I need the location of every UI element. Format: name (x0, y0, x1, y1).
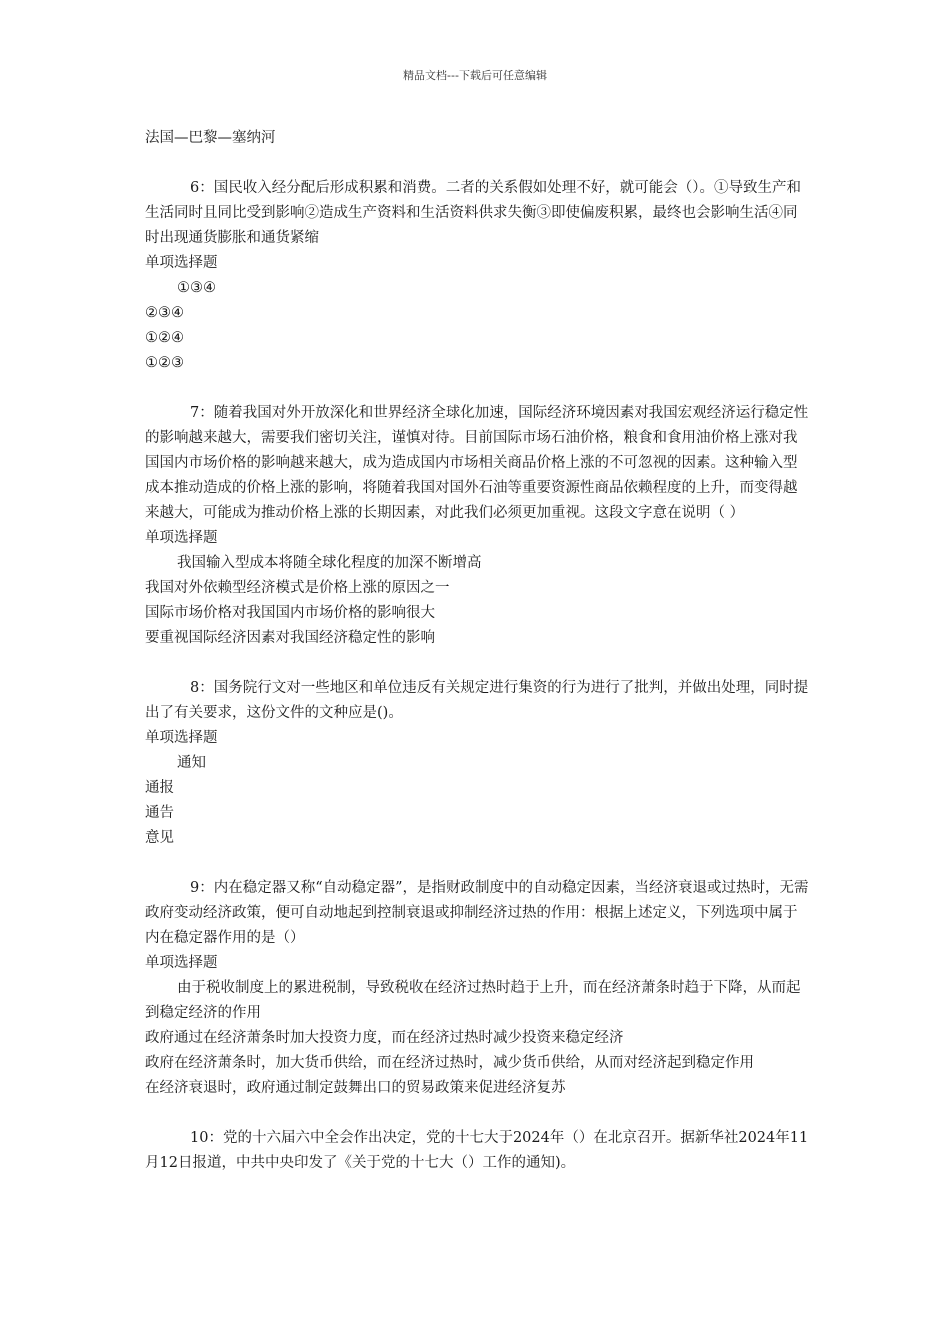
option-d[interactable]: 要重视国际经济因素对我国经济稳定性的影响 (145, 630, 435, 646)
intro-line: 法国—巴黎—塞纳河 (145, 130, 276, 146)
question-8 (145, 676, 810, 851)
question-type: 单项选择题 (145, 255, 218, 271)
option-d[interactable]: 意见 (145, 830, 174, 846)
option-b[interactable]: ②③④ (145, 305, 184, 321)
option-b[interactable]: 通报 (145, 780, 174, 796)
option-a[interactable]: 由于税收制度上的累进税制，导致税收在经济过热时趋于上升，而在经济萧条时趋于下降，从而起到稳定经济的作用 (145, 980, 801, 1021)
question-stem: 10：党的十六届六中全会作出决定，党的十七大于2024年（）在北京召开。据新华社2024年11月12日报道，中共中央印发了《关于党的十七大（）工作的通知)。 (145, 1130, 809, 1171)
option-a[interactable]: ①③④ (177, 280, 216, 296)
question-stem: 6：国民收入经分配后形成积累和消费。二者的关系假如处理不好，就可能会（）。①导致生产和生活同时且同比受到影响②造成生产资料和生活资料供求失衡③即使偏废积累，最终也会影响生活④同时出现通货膨胀和通货紧缩 (145, 180, 801, 246)
option-a[interactable]: 通知 (177, 755, 206, 771)
option-b[interactable]: 政府通过在经济萧条时加大投资力度，而在经济过热时减少投资来稳定经济 (145, 1030, 624, 1046)
option-c[interactable]: 政府在经济萧条时，加大货币供给，而在经济过热时，减少货币供给，从而对经济起到稳定作用 (145, 1055, 754, 1071)
option-c[interactable]: ①②④ (145, 330, 184, 346)
option-c[interactable]: 国际市场价格对我国国内市场价格的影响很大 (145, 605, 435, 621)
option-b[interactable]: 我国对外依赖型经济模式是价格上涨的原因之一 (145, 580, 450, 596)
question-9 (145, 876, 810, 1101)
question-type: 单项选择题 (145, 530, 218, 546)
question-type: 单项选择题 (145, 955, 218, 971)
option-a[interactable]: 我国输入型成本将随全球化程度的加深不断增高 (177, 555, 482, 571)
question-stem: 8：国务院行文对一些地区和单位违反有关规定进行集资的行为进行了批判，并做出处理，同时提出了有关要求，这份文件的文种应是()。 (145, 680, 809, 721)
option-d[interactable]: 在经济衰退时，政府通过制定鼓舞出口的贸易政策来促进经济复苏 (145, 1080, 566, 1096)
page-header: 精品文档---下载后可任意编辑 (403, 69, 547, 82)
question-6 (145, 176, 810, 376)
question-10 (145, 1126, 810, 1176)
question-stem: 9：内在稳定器又称“自动稳定器”，是指财政制度中的自动稳定因素，当经济衰退或过热时，无需政府变动经济政策，便可自动地起到控制衰退或抑制经济过热的作用：根据上述定义，下列选项中属于内在稳定器作用的是（） (145, 880, 809, 946)
question-7 (145, 401, 810, 651)
option-d[interactable]: ①②③ (145, 355, 184, 371)
document-body (145, 126, 810, 1176)
question-type: 单项选择题 (145, 730, 218, 746)
question-stem: 7：随着我国对外开放深化和世界经济全球化加速，国际经济环境因素对我国宏观经济运行稳定性的影响越来越大，需要我们密切关注，谨慎对待。目前国际市场石油价格，粮食和食用油价格上涨对我国国内市场价格的影响越来越大，成为造成国内市场相关商品价格上涨的不可忽视的因素。这种输入型成本推动造成的价格上涨的影响，将随着我国对国外石油等重要资源性商品依赖程度的上升，而变得越来越大，可能成为推动价格上涨的长期因素，对此我们必须更加重视。这段文字意在说明（ ） (145, 405, 809, 521)
option-c[interactable]: 通告 (145, 805, 174, 821)
